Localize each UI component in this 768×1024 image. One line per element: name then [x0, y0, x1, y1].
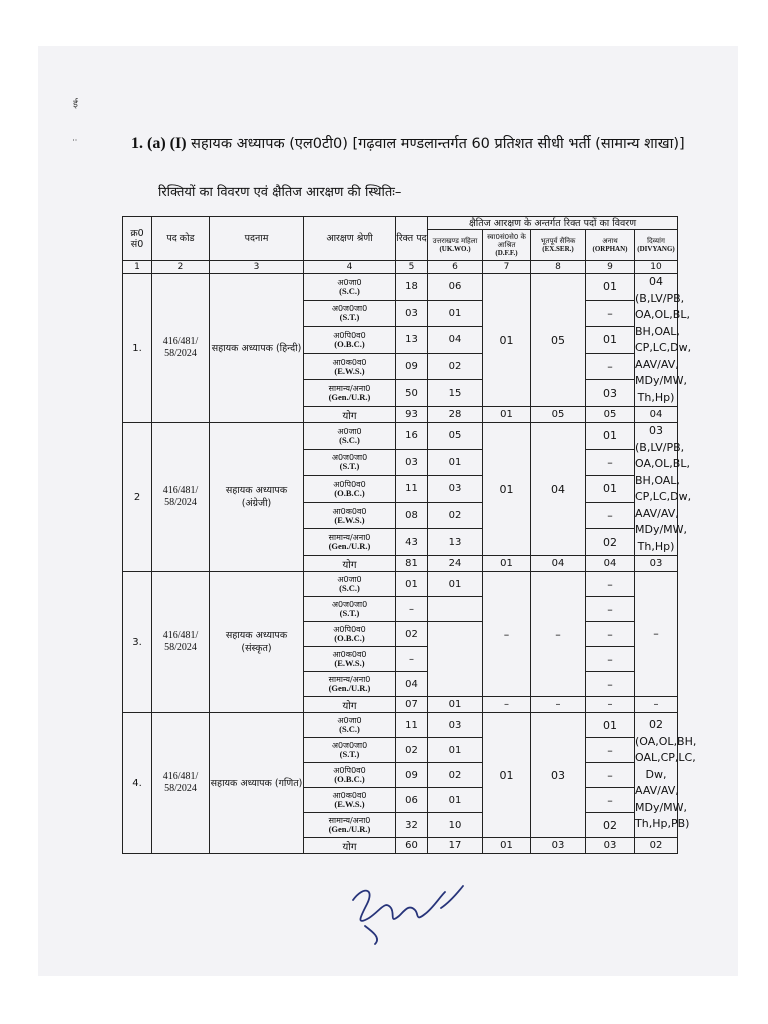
heading-number: 1. (a) (I) [131, 135, 187, 152]
header-dff-en: (D.F.F.) [495, 249, 518, 257]
post-name: सहायक अध्यापक (अंग्रेजी) [210, 423, 304, 572]
col-number: 8 [531, 261, 586, 274]
total-value: 02 [635, 838, 678, 854]
table-row [123, 572, 678, 597]
divyang-detail: 04 (B,LV/PB, OA,OL,BL, BH,OAL, CP,LC,Dw, AAV/AV, MDy/MW, Th,Hp) [635, 274, 678, 407]
vacant-count: 11 [396, 713, 428, 738]
orphan-count: – [586, 763, 635, 788]
orphan-count: 01 [586, 476, 635, 503]
category-cell [304, 713, 396, 738]
divyang-detail: 02 (OA,OL,BH, OAL,CP,LC, Dw, AAV/AV, MDy/MW, Th,Hp,PB) [635, 713, 678, 838]
orphan-count: – [586, 788, 635, 813]
total-value: 04 [635, 407, 678, 423]
orphan-count: – [586, 622, 635, 647]
ukwo-count: 01 [428, 572, 483, 597]
orphan-count: – [586, 300, 635, 327]
post-code: 416/481/ 58/2024 [152, 274, 210, 423]
total-value: 01 [483, 838, 531, 854]
category-english: (O.B.C.) [334, 774, 365, 784]
total-label: योग [304, 407, 396, 423]
col-number: 5 [396, 261, 428, 274]
orphan-count: 01 [586, 327, 635, 354]
serial-number: 1. [123, 274, 152, 423]
vacant-count: – [396, 647, 428, 672]
orphan-count: – [586, 597, 635, 622]
orphan-count: – [586, 502, 635, 529]
orphan-count: – [586, 353, 635, 380]
col-number: 4 [304, 261, 396, 274]
total-label: योग [304, 697, 396, 713]
serial-number: 2 [123, 423, 152, 572]
header-divyang-hi: दिव्यांग [647, 237, 665, 245]
exser-count: 04 [531, 423, 586, 556]
category-cell [304, 327, 396, 354]
header-dff [483, 230, 531, 261]
total-value: 60 [396, 838, 428, 854]
serial-number: 3. [123, 572, 152, 713]
category-hindi: सामान्य/अना0 [328, 384, 371, 394]
total-value: 01 [428, 697, 483, 713]
ukwo-count: 02 [428, 763, 483, 788]
category-english: (E.W.S.) [334, 658, 365, 668]
orphan-count: 01 [586, 713, 635, 738]
col-number: 6 [428, 261, 483, 274]
post-code: 416/481/ 58/2024 [152, 423, 210, 572]
header-exser-en: (EX.SER.) [542, 245, 574, 253]
ukwo-count: 10 [428, 813, 483, 838]
category-hindi: अ0ज0जा0 [331, 600, 368, 609]
orphan-count: 01 [586, 423, 635, 450]
ukwo-count: 01 [428, 788, 483, 813]
total-value: 04 [586, 556, 635, 572]
category-cell [304, 597, 396, 622]
category-hindi: अ0पि0व0 [333, 479, 366, 489]
category-english: (S.C.) [339, 583, 360, 593]
category-english: (S.C.) [339, 285, 360, 296]
vacant-count: 02 [396, 622, 428, 647]
col-number: 7 [483, 261, 531, 274]
category-english: (Gen./U.R.) [328, 824, 371, 834]
category-english: (S.C.) [339, 724, 360, 734]
header-divyang [635, 230, 678, 261]
total-value: 28 [428, 407, 483, 423]
exser-count: – [531, 572, 586, 697]
header-orphan-hi: अनाथ [602, 237, 618, 245]
orphan-count: – [586, 672, 635, 697]
category-hindi: अ0ज0जा0 [331, 304, 368, 314]
category-english: (S.C.) [339, 434, 360, 445]
ukwo-count: 03 [428, 476, 483, 503]
vacant-count: 08 [396, 502, 428, 529]
ukwo-count: 02 [428, 502, 483, 529]
category-cell [304, 788, 396, 813]
orphan-count: – [586, 738, 635, 763]
category-cell [304, 672, 396, 697]
category-cell [304, 502, 396, 529]
header-horizontal: क्षैतिज आरक्षण के अन्तर्गत रिक्त पदों का विवरण [428, 217, 678, 230]
post-name: सहायक अध्यापक (गणित) [210, 713, 304, 854]
ukwo-count: 06 [428, 274, 483, 301]
orphan-count: 03 [586, 380, 635, 407]
total-value: 03 [586, 838, 635, 854]
dff-count: 01 [483, 423, 531, 556]
category-hindi: सामान्य/अना0 [328, 816, 371, 825]
col-number: 1 [123, 261, 152, 274]
ukwo-count: 01 [428, 449, 483, 476]
category-english: (S.T.) [339, 749, 360, 759]
category-english: (E.W.S.) [334, 514, 365, 525]
ukwo-count: 15 [428, 380, 483, 407]
vacant-count: 32 [396, 813, 428, 838]
ukwo-count: 01 [428, 738, 483, 763]
exser-count: 03 [531, 713, 586, 838]
vacant-count: 16 [396, 423, 428, 450]
category-hindi: अ0पि0व0 [333, 766, 366, 775]
header-orphan [586, 230, 635, 261]
header-sno: क्र0 सं0 [123, 217, 152, 261]
category-hindi: अ0जा0 [337, 426, 362, 436]
dff-count: 01 [483, 713, 531, 838]
total-value: 01 [483, 556, 531, 572]
ukwo-count [428, 622, 483, 697]
header-code: पद कोड [152, 217, 210, 261]
ukwo-count: 01 [428, 300, 483, 327]
category-hindi: सामान्य/अना0 [328, 675, 371, 684]
ukwo-count: 02 [428, 353, 483, 380]
orphan-count: 02 [586, 529, 635, 556]
total-label: योग [304, 556, 396, 572]
category-hindi: अ0जा0 [337, 277, 362, 287]
serial-number: 4. [123, 713, 152, 854]
post-name: सहायक अध्यापक (संस्कृत) [210, 572, 304, 713]
category-english: (O.B.C.) [334, 633, 365, 643]
category-hindi: आ0क0व0 [332, 650, 367, 659]
category-english: (Gen./U.R.) [328, 392, 371, 403]
category-english: (O.B.C.) [334, 338, 365, 349]
orphan-count: 02 [586, 813, 635, 838]
total-value: – [586, 697, 635, 713]
category-english: (S.T.) [339, 461, 360, 472]
category-hindi: अ0जा0 [337, 716, 362, 725]
total-value: – [635, 697, 678, 713]
category-cell [304, 813, 396, 838]
vacant-count: 50 [396, 380, 428, 407]
category-english: (S.T.) [339, 312, 360, 323]
header-ukwo [428, 230, 483, 261]
exser-count: 05 [531, 274, 586, 407]
orphan-count: 01 [586, 274, 635, 301]
vacant-count: 09 [396, 353, 428, 380]
total-value: 03 [531, 838, 586, 854]
post-name: सहायक अध्यापक (हिन्दी) [210, 274, 304, 423]
header-ukwo-hi: उत्तराखण्ड महिला [432, 237, 478, 245]
category-english: (Gen./U.R.) [328, 683, 371, 693]
category-hindi: अ0पि0व0 [333, 625, 366, 634]
signature-image [345, 878, 475, 948]
category-cell [304, 449, 396, 476]
header-dff-hi: स्वा0सं0से0 के आश्रित [487, 233, 526, 249]
margin-mark-1: ई [73, 99, 78, 110]
post-code: 416/481/ 58/2024 [152, 713, 210, 854]
column-number-row [123, 261, 678, 274]
vacant-count: 02 [396, 738, 428, 763]
vacant-count: 03 [396, 449, 428, 476]
post-code: 416/481/ 58/2024 [152, 572, 210, 713]
table-row [123, 274, 678, 301]
vacant-count: 09 [396, 763, 428, 788]
vacancy-table [122, 216, 697, 854]
category-hindi: अ0ज0जा0 [331, 741, 368, 750]
total-value: – [531, 697, 586, 713]
orphan-count: – [586, 647, 635, 672]
vacant-count: 06 [396, 788, 428, 813]
category-cell [304, 622, 396, 647]
vacant-count: 11 [396, 476, 428, 503]
category-hindi: अ0ज0जा0 [331, 453, 368, 463]
ukwo-count: 05 [428, 423, 483, 450]
category-cell [304, 380, 396, 407]
header-exser [531, 230, 586, 261]
document-heading [131, 133, 691, 155]
category-cell [304, 476, 396, 503]
category-cell [304, 647, 396, 672]
category-hindi: आ0क0व0 [332, 791, 367, 800]
document-subheading: रिक्तियों का विवरण एवं क्षैतिज आरक्षण की स्थितिः– [158, 185, 402, 200]
total-value: 17 [428, 838, 483, 854]
vacant-count: – [396, 597, 428, 622]
vacant-count: 04 [396, 672, 428, 697]
orphan-count: – [586, 449, 635, 476]
total-value: 01 [483, 407, 531, 423]
vacant-count: 01 [396, 572, 428, 597]
total-value: 81 [396, 556, 428, 572]
vacant-count: 43 [396, 529, 428, 556]
ukwo-count: 03 [428, 713, 483, 738]
total-value: 24 [428, 556, 483, 572]
divyang-detail: – [635, 572, 678, 697]
vacant-count: 13 [396, 327, 428, 354]
category-cell [304, 300, 396, 327]
header-exser-hi: भूतपूर्व सैनिक [540, 237, 576, 245]
header-divyang-en: (DIVYANG) [637, 245, 675, 253]
heading-text: सहायक अध्यापक (एल0टी0) [गढ़वाल मण्डलान्तर्गत 60 प्रतिशत सीधी भर्ती (सामान्य शाखा)] [191, 136, 685, 152]
category-english: (Gen./U.R.) [328, 541, 371, 552]
category-cell [304, 274, 396, 301]
dff-count: 01 [483, 274, 531, 407]
total-value: 93 [396, 407, 428, 423]
header-vacant: रिक्त पद [396, 217, 428, 261]
margin-mark-2: ᐧᐧ [72, 136, 78, 147]
category-hindi: सामान्य/अना0 [328, 533, 371, 543]
ukwo-count: 04 [428, 327, 483, 354]
category-hindi: आ0क0व0 [332, 357, 367, 367]
col-number: 9 [586, 261, 635, 274]
ukwo-count [428, 597, 483, 622]
header-orphan-en: (ORPHAN) [592, 245, 628, 253]
col-number: 3 [210, 261, 304, 274]
total-value: 07 [396, 697, 428, 713]
category-english: (O.B.C.) [334, 487, 365, 498]
category-english: (E.W.S.) [334, 799, 365, 809]
vacant-count: 03 [396, 300, 428, 327]
header-category: आरक्षण श्रेणी [304, 217, 396, 261]
orphan-count: – [586, 572, 635, 597]
total-value: 03 [635, 556, 678, 572]
category-cell [304, 423, 396, 450]
total-value: 05 [586, 407, 635, 423]
category-english: (S.T.) [339, 608, 360, 618]
col-number: 2 [152, 261, 210, 274]
header-ukwo-en: (UK.WO.) [439, 245, 471, 253]
category-hindi: अ0जा0 [337, 575, 362, 584]
category-cell [304, 763, 396, 788]
category-cell [304, 529, 396, 556]
ukwo-count: 13 [428, 529, 483, 556]
header-post: पदनाम [210, 217, 304, 261]
category-cell [304, 572, 396, 597]
dff-count: – [483, 572, 531, 697]
category-cell [304, 353, 396, 380]
total-label: योग [304, 838, 396, 854]
total-value: 04 [531, 556, 586, 572]
category-english: (E.W.S.) [334, 365, 365, 376]
total-value: 05 [531, 407, 586, 423]
col-number: 10 [635, 261, 678, 274]
table-row [123, 423, 678, 450]
table-row [123, 713, 678, 738]
category-hindi: अ0पि0व0 [333, 330, 366, 340]
category-hindi: आ0क0व0 [332, 506, 367, 516]
total-value: – [483, 697, 531, 713]
vacant-count: 18 [396, 274, 428, 301]
divyang-detail: 03 (B,LV/PB, OA,OL,BL, BH,OAL, CP,LC,Dw, AAV/AV, MDy/MW, Th,Hp) [635, 423, 678, 556]
category-cell [304, 738, 396, 763]
